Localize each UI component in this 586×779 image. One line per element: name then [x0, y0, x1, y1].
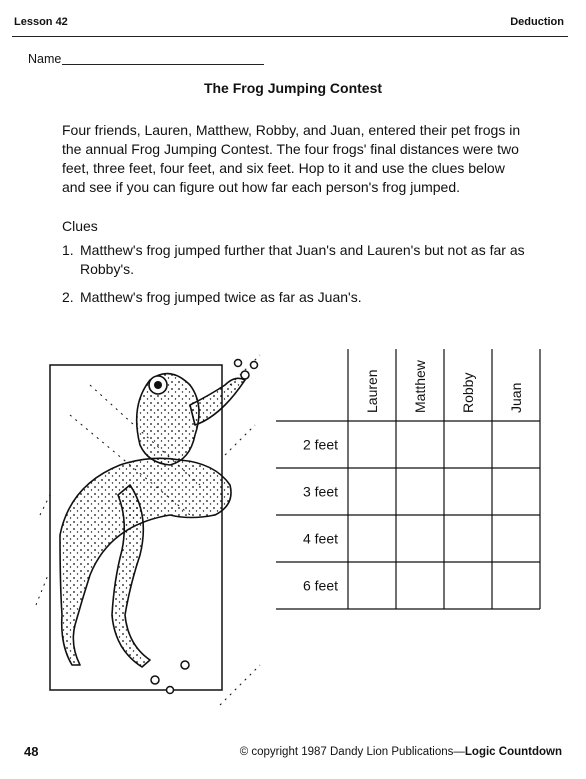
clues-heading: Clues	[62, 218, 98, 234]
grid-cell[interactable]	[493, 563, 539, 608]
column-header-robby: Robby	[460, 372, 476, 413]
grid-cell[interactable]	[349, 422, 395, 467]
grid-cell[interactable]	[493, 422, 539, 467]
row-header: 3 feet	[302, 483, 338, 500]
page-number: 48	[24, 744, 39, 759]
column-header-matthew: Matthew	[412, 360, 428, 413]
grid-cell[interactable]	[397, 563, 443, 608]
intro-paragraph: Four friends, Lauren, Matthew, Robby, and Juan, entered their pet frogs in the annual Frog Jumping Contest. The four frogs' final distances were two feet, three feet, four feet, and six feet. Hop to it and use the clues below and see if you can figure out how far each person's frog jumped.	[62, 122, 521, 195]
clue-item	[62, 288, 532, 307]
book-title: Logic Countdown	[464, 746, 562, 758]
row-header: 4 feet	[302, 530, 338, 547]
clue-number: 2.	[62, 289, 74, 305]
row-header: 6 feet	[302, 577, 338, 594]
row-header: 2 feet	[302, 436, 338, 453]
grid-cell[interactable]	[445, 422, 491, 467]
topic-label: Deduction	[510, 16, 564, 28]
lesson-label: Lesson 42	[14, 16, 68, 28]
grid-cell[interactable]	[397, 422, 443, 467]
grid-cell[interactable]	[445, 563, 491, 608]
name-label: Name	[28, 52, 62, 66]
worksheet-title: The Frog Jumping Contest	[203, 80, 383, 96]
grid-cell[interactable]	[397, 516, 443, 561]
grid-cell[interactable]	[493, 516, 539, 561]
grid-cell[interactable]	[349, 469, 395, 514]
grid-cell[interactable]	[445, 469, 491, 514]
logic-grid	[276, 349, 546, 617]
clue-text: Matthew's frog jumped twice as far as Juan's.	[80, 289, 362, 305]
grid-cell[interactable]	[445, 516, 491, 561]
grid-cell[interactable]	[493, 469, 539, 514]
name-field-line[interactable]	[62, 64, 264, 65]
frog-illustration	[30, 345, 275, 720]
grid-cell[interactable]	[397, 469, 443, 514]
copyright-text: © copyright 1987 Dandy Lion Publications—	[239, 746, 465, 758]
clue-text: Matthew's frog jumped further that Juan's and Lauren's but not as far as Robby's.	[80, 242, 525, 277]
grid-cell[interactable]	[349, 563, 395, 608]
copyright-line	[240, 746, 562, 758]
clue-item	[62, 241, 532, 279]
column-header-juan: Juan	[508, 382, 524, 413]
header-rule	[12, 36, 568, 37]
column-header-lauren: Lauren	[364, 369, 380, 413]
grid-cell[interactable]	[349, 516, 395, 561]
clue-number: 1.	[62, 242, 74, 258]
